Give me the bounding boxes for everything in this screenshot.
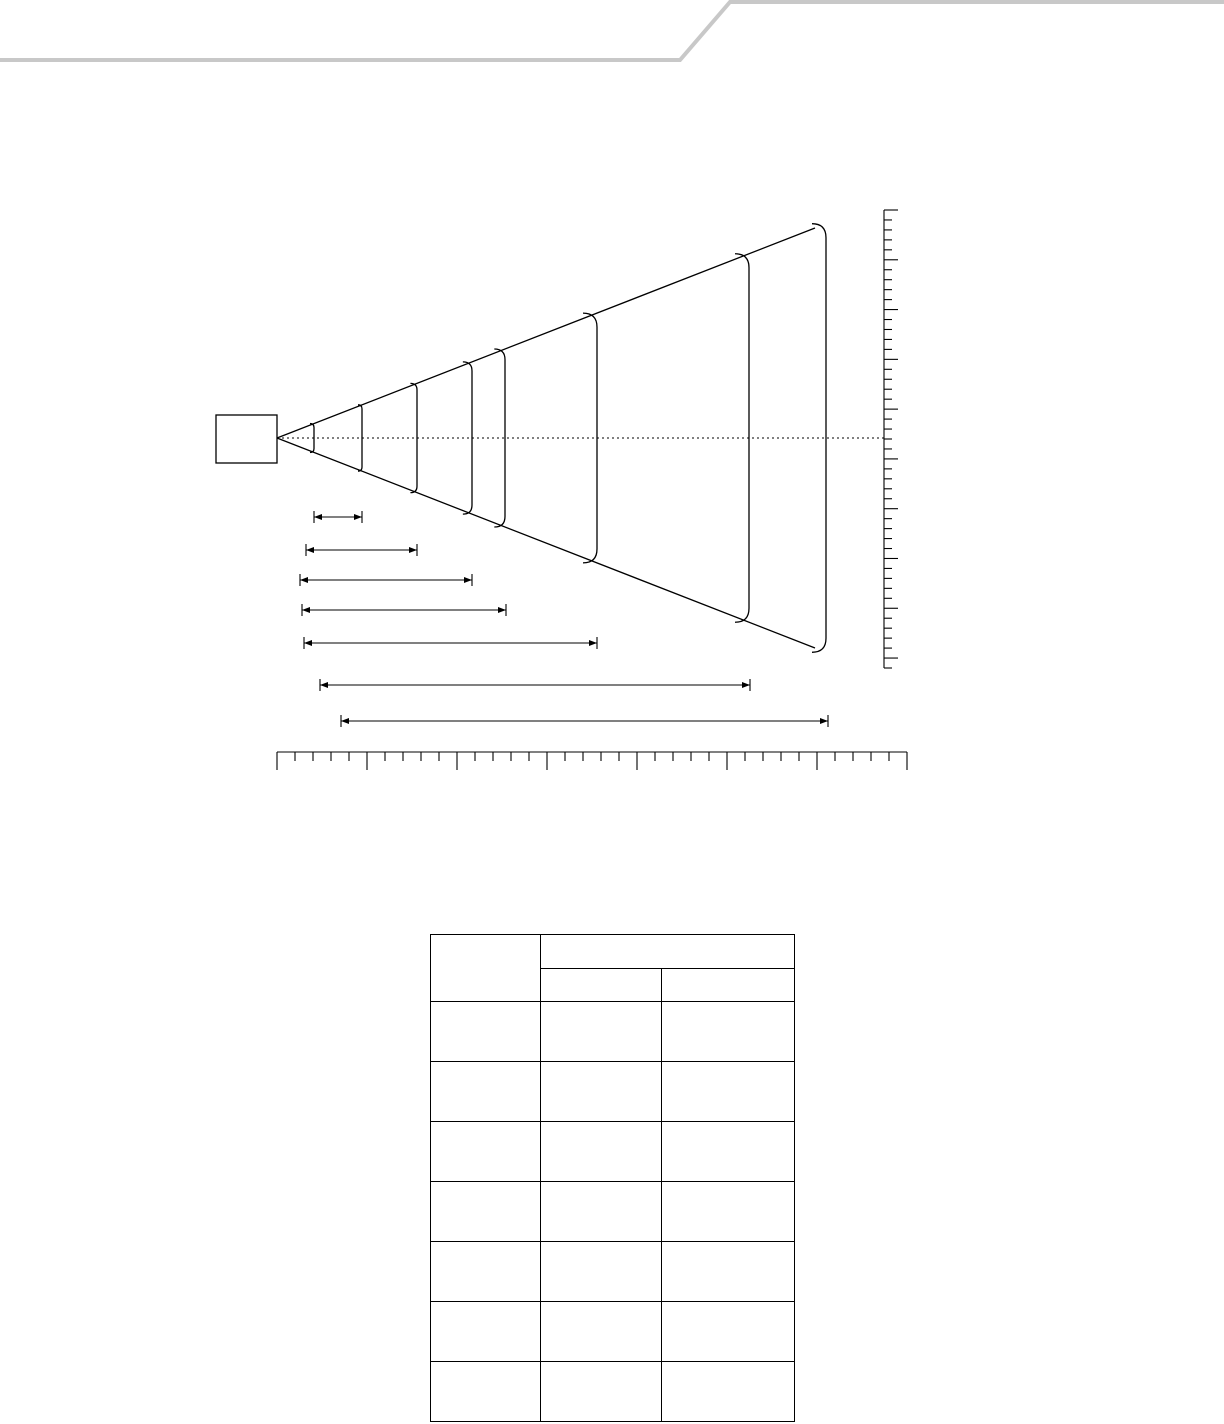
table-row	[431, 1242, 795, 1302]
arrowhead-right	[589, 640, 597, 646]
table-cell	[431, 1362, 541, 1422]
table-cell	[662, 1182, 795, 1242]
distance-dimension-7	[341, 715, 828, 727]
table-cell	[662, 1362, 795, 1422]
table-cell	[541, 1122, 662, 1182]
arrowhead-left	[304, 640, 312, 646]
depth-of-field-arc-6	[583, 313, 597, 563]
table-cell	[541, 1182, 662, 1242]
arrowhead-left	[300, 577, 308, 583]
arrowhead-right	[820, 718, 828, 724]
table-row	[431, 1002, 795, 1062]
table-cell	[431, 1002, 541, 1062]
table-row	[431, 1302, 795, 1362]
distance-dimension-4	[302, 604, 506, 616]
distance-dimension-5	[304, 637, 597, 649]
table-cell	[662, 1122, 795, 1182]
table-cell	[541, 1242, 662, 1302]
distance-dimension-6	[320, 679, 750, 691]
table-cell	[541, 1362, 662, 1422]
arrowhead-left	[306, 547, 314, 553]
table-cell	[662, 1302, 795, 1362]
table-cell	[431, 1242, 541, 1302]
arrowhead-left	[320, 682, 328, 688]
cone-lower-edge	[277, 438, 815, 648]
table-cell	[662, 1002, 795, 1062]
table-row	[431, 1182, 795, 1242]
arrowhead-left	[341, 718, 349, 724]
scanner-box	[216, 415, 277, 463]
cone-upper-edge	[277, 228, 815, 438]
arrowhead-right	[498, 607, 506, 613]
table-cell	[431, 1182, 541, 1242]
table-header-col1	[431, 935, 541, 1002]
arrowhead-right	[409, 547, 417, 553]
distance-dimension-1	[314, 511, 362, 523]
table-row	[431, 1122, 795, 1182]
table-subheader-1	[541, 969, 662, 1002]
table-cell	[662, 1062, 795, 1122]
arrowhead-right	[742, 682, 750, 688]
table-header-group	[541, 935, 795, 969]
table-subheader-2	[662, 969, 795, 1002]
table-cell	[431, 1302, 541, 1362]
table-row	[431, 1362, 795, 1422]
spec-table	[430, 934, 795, 1422]
distance-dimension-2	[306, 544, 417, 556]
table-cell	[431, 1062, 541, 1122]
table-cell	[541, 1062, 662, 1122]
arrowhead-right	[464, 577, 472, 583]
table-cell	[662, 1242, 795, 1302]
table-row	[431, 1062, 795, 1122]
arrowhead-right	[354, 514, 362, 520]
table-cell	[541, 1302, 662, 1362]
table-cell	[431, 1122, 541, 1182]
arrowhead-left	[314, 514, 322, 520]
arrowhead-left	[302, 607, 310, 613]
table-cell	[541, 1002, 662, 1062]
distance-dimension-3	[300, 574, 472, 586]
